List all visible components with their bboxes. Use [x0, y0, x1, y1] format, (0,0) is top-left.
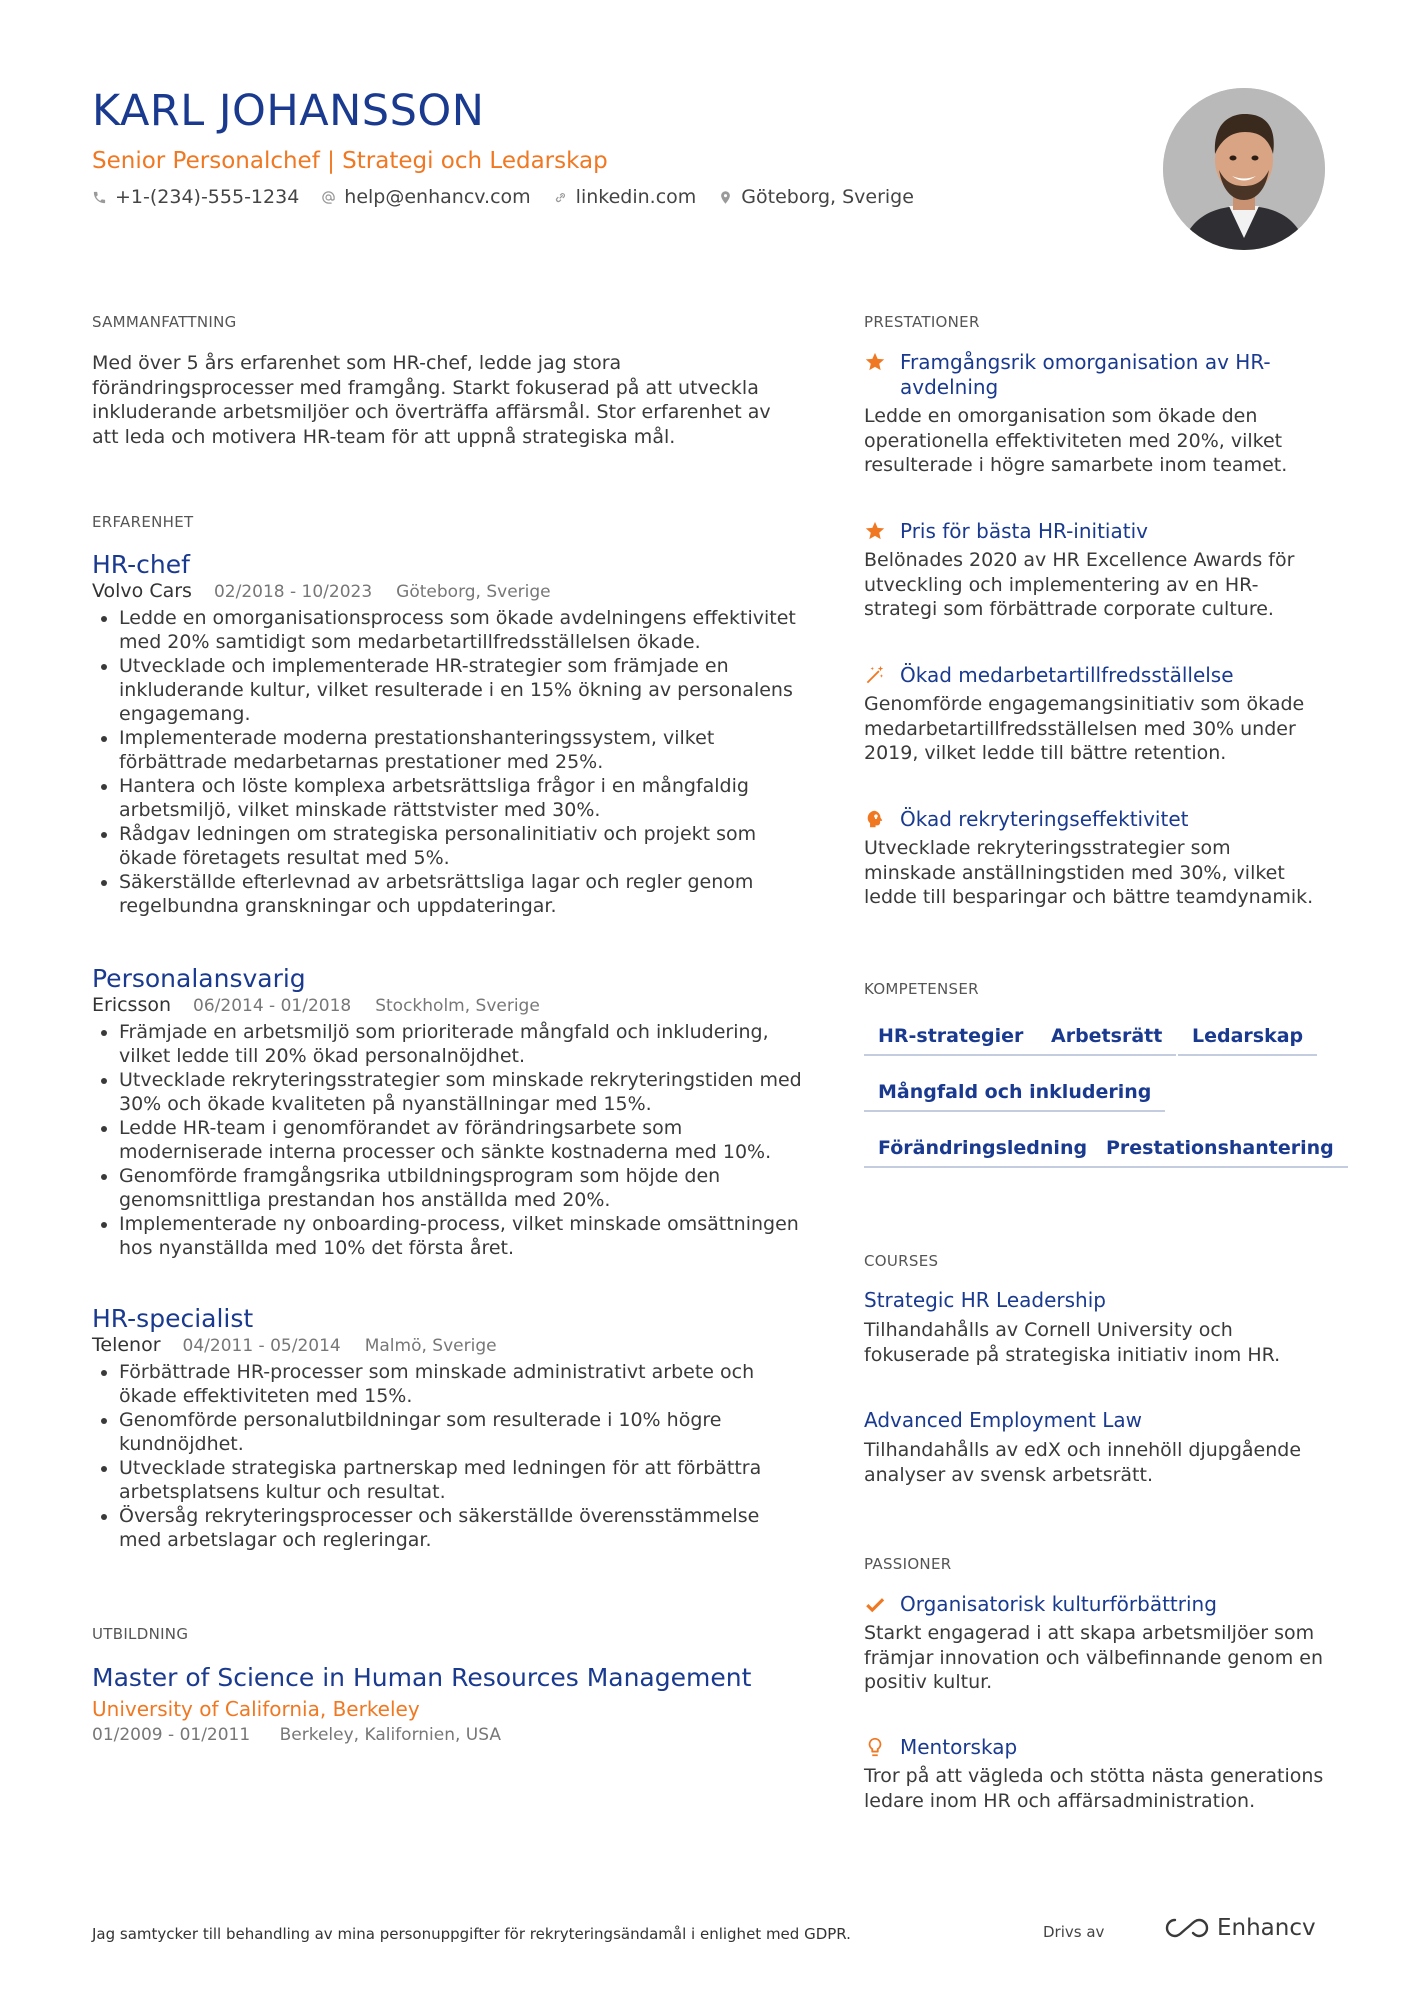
skill-tag: Arbetsrätt	[1037, 1025, 1176, 1056]
achievement-item	[864, 519, 1324, 622]
job-bullet: • Utvecklade rekryteringsstrategier som minskade rekryteringstiden med 30% och ökade kvaliteten på nyanställningar med 15%.	[119, 1068, 802, 1116]
job-bullet: • Implementerade moderna prestationshanteringssystem, vilket förbättrade medarbetarnas prestationer med 25%.	[119, 726, 802, 774]
enhancv-logo[interactable]	[1163, 1915, 1316, 1941]
contact-email[interactable]	[321, 186, 530, 208]
course-title: Strategic HR Leadership	[864, 1288, 1106, 1312]
achievement-desc: Genomförde engagemangsinitiativ som ökade medarbetartillfredsställelsen med 30% under 2019, vilket ledde till bättre retention.	[864, 693, 1305, 764]
skill-tag: Förändringsledning	[864, 1137, 1101, 1168]
job-location: Stockholm, Sverige	[375, 996, 540, 1016]
lightbulb-icon	[864, 1736, 886, 1758]
summary-heading: SAMMANFATTNING	[92, 313, 237, 331]
job-bullet: • Säkerställde efterlevnad av arbetsrättsliga lagar och regler genom regelbundna granskningar och uppdateringar.	[119, 870, 802, 918]
course-desc: Tilhandahålls av Cornell University och fokuserade på strategiska initiativ inom HR.	[864, 1319, 1281, 1366]
contact-phone[interactable]	[92, 186, 299, 208]
achievements-heading: PRESTATIONER	[864, 313, 980, 331]
education-meta	[92, 1725, 501, 1745]
job-location: Malmö, Sverige	[364, 1336, 497, 1356]
job-title: HR-chef	[92, 550, 190, 579]
link-icon	[553, 190, 568, 205]
skills-heading: KOMPETENSER	[864, 980, 979, 998]
job-bullet: • Utvecklade strategiska partnerskap med ledningen för att förbättra arbetsplatsens kultur och resultat.	[119, 1456, 802, 1504]
passion-title: Organisatorisk kulturförbättring	[900, 1592, 1217, 1616]
course-desc: Tilhandahålls av edX och innehöll djupgående analyser av svensk arbetsrätt.	[864, 1439, 1302, 1486]
job-bullet: • Genomförde personalutbildningar som resulterade i 10% högre kundnöjdhet.	[119, 1408, 802, 1456]
job-bullet: • Utvecklade och implementerade HR-strategier som främjade en inkluderande kultur, vilket resulterade i en 15% ökning av personalens engagemang.	[119, 654, 802, 726]
job-bullet: • Främjade en arbetsmiljö som prioriterade mångfald och inkludering, vilket ledde till 20% ökad personalnöjdhet.	[119, 1020, 802, 1068]
brand-name: Enhancv	[1217, 1915, 1316, 1941]
education-dates: 01/2009 - 01/2011	[92, 1725, 251, 1745]
star-icon	[864, 520, 886, 542]
achievement-item	[864, 807, 1324, 910]
education-location: Berkeley, Kalifornien, USA	[279, 1725, 501, 1745]
experience-heading: ERFARENHET	[92, 513, 194, 531]
passion-desc: Tror på att vägleda och stötta nästa generations ledare inom HR och affärsadministration.	[864, 1765, 1324, 1812]
job-dates: 06/2014 - 01/2018	[193, 996, 352, 1016]
at-icon	[321, 190, 336, 205]
phone-icon	[92, 190, 107, 205]
job-bullet: • Förbättrade HR-processer som minskade administrativt arbete och ökade effektiviteten med 15%.	[119, 1360, 802, 1408]
achievement-desc: Belönades 2020 av HR Excellence Awards för utveckling och implementering av en HR-strategi som förbättrade corporate culture.	[864, 549, 1295, 620]
powered-by-label: Drivs av	[1043, 1923, 1105, 1941]
contact-location	[718, 186, 914, 208]
passion-item	[864, 1592, 1324, 1695]
skill-tag: HR-strategier	[864, 1025, 1037, 1056]
job-bullets	[92, 606, 802, 918]
job-bullet: • Översåg rekryteringsprocesser och säkerställde överensstämmelse med arbetslagar och regleringar.	[119, 1504, 802, 1552]
course-item	[864, 1288, 1324, 1367]
infinity-logo-icon	[1163, 1916, 1211, 1940]
achievement-item	[864, 350, 1324, 478]
achievement-title: Framgångsrik omorganisation av HR-avdelning	[900, 350, 1271, 399]
job-entry	[92, 550, 802, 918]
job-meta	[92, 580, 802, 602]
job-bullet: • Rådgav ledningen om strategiska personalinitiativ och projekt som ökade företagets resultat med 5%.	[119, 822, 802, 870]
achievement-desc: Ledde en omorganisation som ökade den operationella effektiviteten med 20%, vilket resulterade i högre samarbete inom teamet.	[864, 405, 1288, 476]
education-school: University of California, Berkeley	[92, 1697, 420, 1721]
passion-desc: Starkt engagerad i att skapa arbetsmiljöer som främjar innovation och välbefinnande genom en positiv kultur.	[864, 1622, 1324, 1693]
skill-tag: Ledarskap	[1178, 1025, 1317, 1056]
courses-heading: COURSES	[864, 1252, 939, 1270]
job-meta	[92, 1334, 802, 1356]
candidate-subtitle: Senior Personalchef | Strategi och Ledarskap	[92, 148, 608, 174]
location-pin-icon	[718, 190, 733, 205]
job-entry	[92, 1304, 802, 1552]
job-location: Göteborg, Sverige	[396, 582, 551, 602]
phone-text: +1-(234)-555-1234	[115, 186, 300, 208]
job-dates: 02/2018 - 10/2023	[213, 582, 373, 602]
skill-tag: Prestationshantering	[1092, 1137, 1348, 1168]
achievement-item	[864, 663, 1324, 766]
education-degree: Master of Science in Human Resources Management	[92, 1663, 752, 1692]
avatar	[1163, 88, 1325, 250]
job-entry	[92, 964, 802, 1260]
star-icon	[864, 351, 886, 373]
checkmark-icon	[864, 1593, 886, 1615]
email-text: help@enhancv.com	[344, 186, 531, 208]
contact-bar	[92, 186, 936, 208]
contact-linkedin[interactable]	[553, 186, 697, 208]
achievement-desc: Utvecklade rekryteringsstrategier som minskade anställningstiden med 30%, vilket ledde till besparingar och bättre teamdynamik.	[864, 837, 1314, 908]
achievement-title: Ökad rekryteringseffektivitet	[900, 807, 1189, 831]
job-bullet: • Hantera och löste komplexa arbetsrättsliga frågor i en mångfaldig arbetsmiljö, vilket minskade rättstvister med 30%.	[119, 774, 802, 822]
job-bullets	[92, 1360, 802, 1552]
job-meta	[92, 994, 802, 1016]
job-bullets	[92, 1020, 802, 1260]
passion-title: Mentorskap	[900, 1735, 1018, 1759]
linkedin-text: linkedin.com	[575, 186, 697, 208]
location-text: Göteborg, Sverige	[741, 186, 914, 208]
job-company: Ericsson	[92, 994, 172, 1016]
job-bullet: • Implementerade ny onboarding-process, vilket minskade omsättningen hos nyanställda med 10% det första året.	[119, 1212, 802, 1260]
gdpr-consent: Jag samtycker till behandling av mina personuppgifter för rekryteringsändamål i enlighet med GDPR.	[92, 1925, 851, 1943]
job-bullet: • Ledde HR-team i genomförandet av förändringsarbete som moderniserade interna processer och sänkte kostnaderna med 10%.	[119, 1116, 802, 1164]
candidate-name: KARL JOHANSSON	[92, 86, 485, 136]
magic-wand-icon	[864, 664, 886, 686]
job-title: Personalansvarig	[92, 964, 306, 993]
summary-text: Med över 5 års erfarenhet som HR-chef, ledde jag stora förändringsprocesser med framgång. Starkt fokuserad på att utveckla inkluderande arbetsmiljöer och överträffa affärsmål. Stor erfarenhet av att leda och motivera HR-team för att uppnå strategiska mål.	[92, 352, 771, 448]
achievement-title: Ökad medarbetartillfredsställelse	[900, 663, 1234, 687]
passion-item	[864, 1735, 1324, 1813]
job-company: Telenor	[92, 1334, 161, 1356]
education-heading: UTBILDNING	[92, 1625, 189, 1643]
course-title: Advanced Employment Law	[864, 1408, 1143, 1432]
job-dates: 04/2011 - 05/2014	[182, 1336, 341, 1356]
achievement-title: Pris för bästa HR-initiativ	[900, 519, 1148, 543]
skill-tag: Mångfald och inkludering	[864, 1081, 1165, 1112]
course-item	[864, 1408, 1324, 1487]
passions-heading: PASSIONER	[864, 1555, 952, 1573]
brain-icon	[864, 808, 886, 830]
job-title: HR-specialist	[92, 1304, 254, 1333]
job-bullet: • Ledde en omorganisationsprocess som ökade avdelningens effektivitet med 20% samtidigt som medarbetartillfredsställelsen ökade.	[119, 606, 802, 654]
job-bullet: • Genomförde framgångsrika utbildningsprogram som höjde den genomsnittliga prestandan hos anställda med 20%.	[119, 1164, 802, 1212]
job-company: Volvo Cars	[92, 580, 192, 602]
